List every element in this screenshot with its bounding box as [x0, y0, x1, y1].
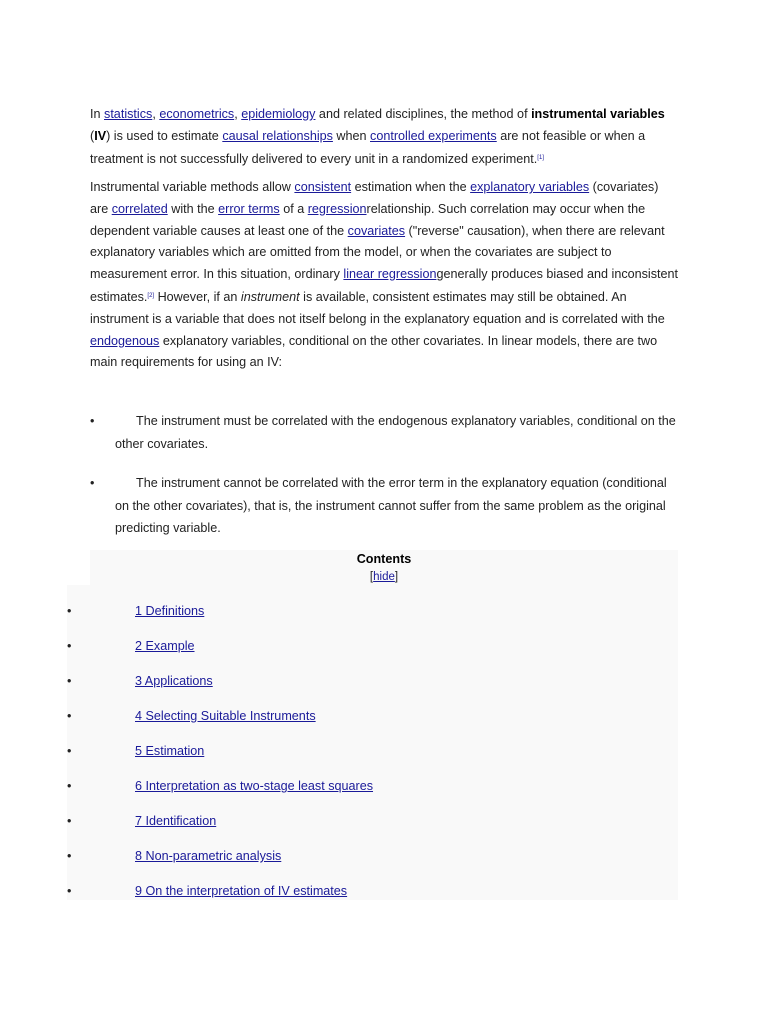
bullet-item [90, 472, 680, 540]
text: of a [279, 201, 308, 216]
link-covariates[interactable]: covariates [347, 223, 406, 238]
toc-item [67, 599, 678, 623]
term-instrumental-variables: instrumental variables [531, 107, 665, 121]
citation-1[interactable]: [1] [537, 154, 544, 161]
text: In [90, 107, 105, 121]
toc-hide-link[interactable]: hide [373, 571, 395, 583]
intro-paragraph [90, 104, 680, 170]
term-iv: IV [94, 128, 107, 143]
bracket: [ [369, 571, 374, 583]
bracket: ] [394, 571, 399, 583]
link-explanatory-variables[interactable]: explanatory variables [470, 180, 590, 194]
toc-link-identification[interactable]: 7 Identification [135, 814, 217, 828]
bullet-icon: • [67, 884, 72, 898]
text: ) is used to estimate [106, 128, 223, 143]
toc-item [67, 809, 678, 833]
toc-item [67, 669, 678, 693]
toc-header [90, 550, 678, 585]
bullet-icon: • [67, 849, 72, 863]
bullet-icon: • [67, 674, 72, 688]
toc-link-non-parametric[interactable]: 8 Non-parametric analysis [135, 849, 282, 863]
text: , [152, 107, 160, 121]
link-endogenous[interactable]: endogenous [90, 333, 160, 348]
bullet-icon: • [67, 709, 72, 723]
text: ("reverse" causation), when there are relevant explanatory variables which are omitted from the model, or when the covariates are subject to measurement error. In this situation, ordinary [90, 223, 665, 282]
bullet-icon: • [90, 414, 95, 428]
bullet-text: The instrument must be correlated with the endogenous explanatory variables, conditional on the other covariates. [115, 414, 676, 451]
link-econometrics[interactable]: econometrics [159, 107, 235, 121]
citation-2[interactable]: [2] [147, 292, 155, 299]
text: when [332, 128, 371, 143]
bullet-icon: • [67, 744, 72, 758]
link-causal-relationships[interactable]: causal relationships [222, 128, 333, 143]
text: with the [167, 201, 219, 216]
bullet-text: The instrument cannot be correlated with the error term in the explanatory equation (conditional on the other covariates), that is, the instrument cannot suffer from the same problem as the original predicting variable. [115, 476, 667, 535]
text: explanatory variables, conditional on the other covariates. In linear models, there are two main requirements for using an IV: [90, 333, 658, 370]
text: , [234, 107, 242, 121]
text: generally produces biased and inconsistent estimates. [90, 267, 679, 304]
bullet-icon: • [67, 639, 72, 653]
link-consistent[interactable]: consistent [294, 180, 352, 194]
methods-paragraph [90, 177, 680, 374]
text: relationship. Such correlation may occur when the dependent variable causes at least one of the [90, 201, 646, 238]
bullet-icon: • [67, 779, 72, 793]
text: However, if an [154, 289, 241, 304]
text: are not feasible or when a treatment is not successfully delivered to every unit in a randomized experiment. [90, 128, 646, 166]
text: and related disciplines, the method of [315, 107, 532, 121]
toc-link-interpretation-iv[interactable]: 9 On the interpretation of IV estimates [135, 884, 348, 898]
term-instrument: instrument [240, 289, 300, 304]
toc-link-applications[interactable]: 3 Applications [135, 674, 213, 688]
bullet-icon: • [67, 604, 72, 618]
toc-item [67, 879, 678, 903]
link-epidemiology[interactable]: epidemiology [241, 107, 316, 121]
link-controlled-experiments[interactable]: controlled experiments [370, 128, 497, 143]
text: estimation when the [351, 180, 471, 194]
text: is available, consistent estimates may still be obtained. An instrument is a variable that does not itself belong in the explanatory equation and is correlated with the [90, 289, 665, 326]
text: (covariates) are [90, 180, 659, 216]
bullet-icon: • [90, 476, 95, 490]
toc-item [67, 844, 678, 868]
toc-item [67, 704, 678, 728]
link-regression[interactable]: regression [307, 201, 367, 216]
link-error-terms[interactable]: error terms [218, 201, 280, 216]
toc-toggle [90, 568, 678, 586]
toc-link-selecting-instruments[interactable]: 4 Selecting Suitable Instruments [135, 709, 316, 723]
link-statistics[interactable]: statistics [104, 107, 153, 121]
toc-link-estimation[interactable]: 5 Estimation [135, 744, 205, 758]
toc-item [67, 739, 678, 763]
link-correlated[interactable]: correlated [111, 201, 168, 216]
toc-link-example[interactable]: 2 Example [135, 639, 195, 653]
link-linear-regression[interactable]: linear regression [343, 267, 437, 282]
bullet-item [90, 410, 680, 455]
toc-item [67, 774, 678, 798]
toc-item [67, 634, 678, 658]
toc-link-definitions[interactable]: 1 Definitions [135, 604, 205, 618]
text: ( [90, 128, 95, 143]
toc-link-two-stage-least-squares[interactable]: 6 Interpretation as two-stage least squares [135, 779, 374, 793]
bullet-icon: • [67, 814, 72, 828]
text: Instrumental variable methods allow [90, 180, 295, 194]
toc-title: Contents [356, 552, 412, 566]
